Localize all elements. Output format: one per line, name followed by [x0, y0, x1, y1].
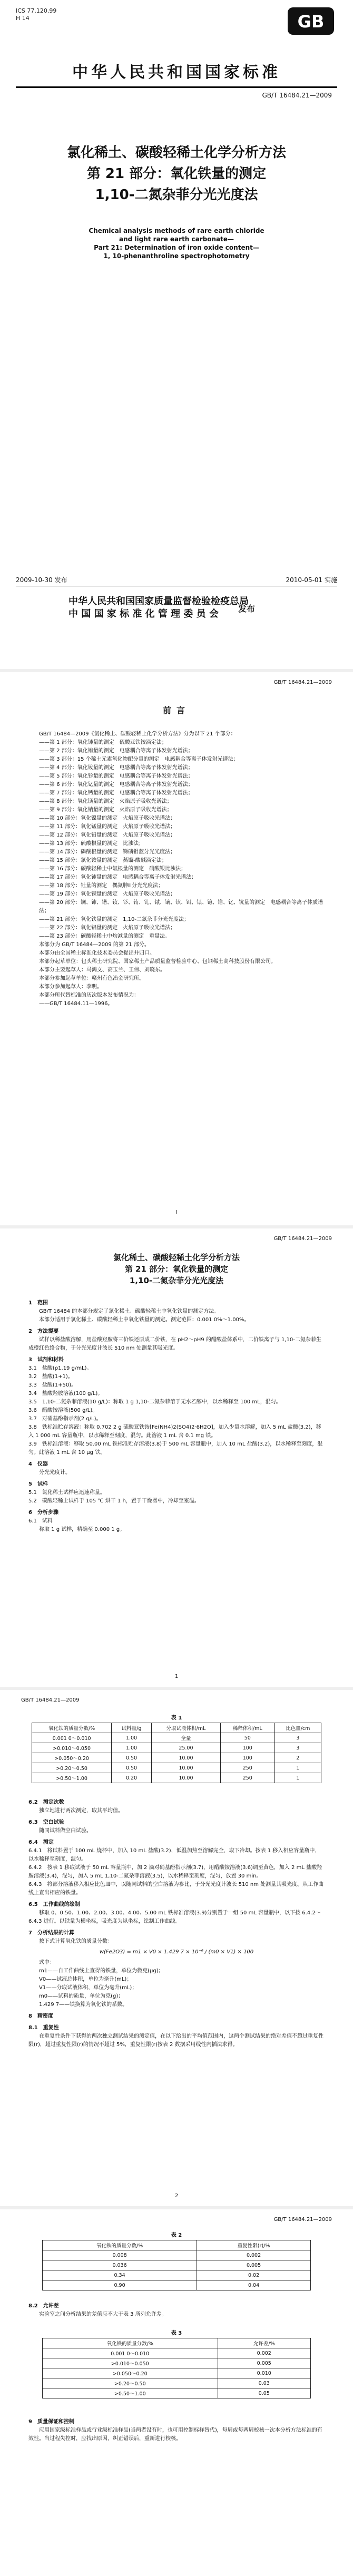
section-text: 3.1 盐酸(ρ1.19 g/mL)。 [28, 1365, 92, 1371]
section-text: 在重复性条件下获得的两次独立测试结果的测定值，在以下给出的平均值范围内，这两个测试结果的绝对差值不超过重复性限(r)，超过重复性限(r)的情况不超过 5%，重复性限(r)按表 2 数据采用线性内插法求得。 [28, 2033, 323, 2048]
foreword-note: 本部分所代替标准的历次版本发布情况为： [39, 992, 139, 998]
part-item: ——第 12 部分：氧化铅量的测定 火焰原子吸收光谱法； [39, 832, 176, 838]
table-row: >0.20～0.50 0.50 10.00 250 1 [32, 1763, 321, 1773]
running-head: GB/T 16484.21—2009 [21, 1697, 80, 1703]
table-row: >0.010～0.050 1.00 25.00 100 3 [32, 1743, 321, 1753]
table-row: 0.90 0.04 [43, 2280, 311, 2290]
table-row: 0.001 0～0.010 1.00 全量 50 3 [32, 1733, 321, 1743]
table-header: 分取试液体积/mL [151, 1723, 220, 1733]
running-head: GB/T 16484.21—2009 [273, 1236, 332, 1242]
section-heading: 5 试样 [28, 1481, 48, 1487]
part-item: ——第 15 部分：氯化铵量的测定 蒸馏-酸碱滴定法； [39, 858, 167, 863]
section-text: 独立地进行两次测定，取其平均值。 [39, 1808, 123, 1814]
standard-number: GB/T 16484.21—2009 [262, 92, 332, 99]
section-text: 3.8 铁标准贮存溶液：称取 0.702 2 g 硫酸亚铁铵[Fe(NH4)2(SO4)2·6H2O]，加入少量水溶解，加入 5 mL 盐酸(3.2)，移入 1 000 mL 容量瓶中，以水稀释至刻度，混匀。此溶液 1 mL 含 0.1 mg 铁。 [28, 1424, 321, 1439]
table-2 [42, 2240, 311, 2290]
issuing-authorities: 中华人民共和国国家质量监督检验检疫总局 中 国 国 家 标 准 化 管 理 委 员 会 [68, 596, 249, 620]
table-row: 0.34 0.02 [43, 2270, 311, 2280]
table-header: 稀释体积/mL [220, 1723, 274, 1733]
table-2-caption: 表 2 [171, 2233, 182, 2238]
part-item: ——第 23 部分：碳酸轻稀土中灼减量的测定 重量法。 [39, 933, 171, 939]
table-row: >0.20～0.50 0.03 [43, 2378, 311, 2388]
section-text: 3.4 盐酸羟胺溶液(100 g/L)。 [28, 1391, 103, 1397]
section-heading: 2 方法提要 [28, 1329, 58, 1334]
table-1-caption: 表 1 [171, 1715, 182, 1721]
table-header-row: 氧化铁的质量分数/% 允许差/% [43, 2338, 311, 2348]
section-text: 应用国家级标准样品或行业级标准样品(当两者没有时，也可用控制标样替代)，每周或每两周校核一次本分析方法标准的有效性。当过程失控时，应找出原因，纠正错误后，重新进行校核。 [28, 2427, 322, 2442]
gb-logo [288, 7, 334, 35]
part-item: ——第 20 部分：镧、铈、镨、钕、钐、铕、钆、铽、镝、钬、铒、铥、镱、镥、钇、钪量的测定 电感耦合等离子体质谱法； [39, 900, 323, 914]
running-head: GB/T 16484.21—2009 [273, 680, 332, 685]
page-number: Ⅰ [175, 1210, 178, 1215]
table-header-row [32, 1723, 321, 1733]
section-text: 5.1 氯化稀土试样应迅速称量。 [28, 1490, 105, 1496]
part-item: ——第 22 部分：氧化铝量的测定 火焰原子吸收光谱法； [39, 925, 176, 931]
table-row: >0.50～1.00 0.20 10.00 250 1 [32, 1773, 321, 1783]
section-text: 3.9 铁标准溶液：移取 50.00 mL 铁标准贮存溶液(3.8)于 500 mL 容量瓶中，加入 10 mL 盐酸(3.2)，以水稀释至刻度，混匀。此溶液 1 mL 含 10 μg 铁。 [28, 1441, 323, 1456]
section-text: 3.6 醋酸铵溶液(500 g/L)。 [28, 1408, 98, 1413]
method-page [0, 1228, 353, 1687]
section-heading: 8 精密度 [28, 2013, 53, 2019]
table-row: >0.50～1.00 0.05 [43, 2388, 311, 2398]
part-item: ——第 11 部分：氧化锰量的测定 火焰原子吸收光谱法； [39, 824, 176, 830]
document-title: 氯化稀土、碳酸轻稀土化学分析方法 第 21 部分：氧化铁量的测定 1,10-二氮杂菲分光光度法 [66, 145, 286, 203]
foreword-note: 本部分参加起草单位：赣州有色冶金研究所。 [39, 976, 144, 981]
section-heading: 9 质量保证和控制 [28, 2419, 74, 2425]
section-text: 试样以稀盐酸溶解，用盐酸羟胺将三价铁还原成二价铁，在 pH2～pH9 的醋酸盐体系中，二价铁离子与 1,10-二氮杂菲生成橙红色络合物，于分光光度计波长 510 nm 处测量其吸光度。 [28, 1337, 321, 1351]
ics-code: ICS 77.120.99 H 14 [16, 7, 57, 22]
table-3-caption: 表 3 [171, 2331, 182, 2336]
section-text: 3.5 1,10-二氮杂菲溶液(10 g/L)：称取 1 g 1,10-二氮杂菲溶于无水乙醇中，以水稀释至 100 mL，混匀。 [28, 1399, 281, 1405]
section-text: GB/T 16484 的本部分规定了氯化稀土、碳酸轻稀土中氧化铁量的测定方法。 [39, 1309, 220, 1314]
national-standard-heading: 中华人民共和国国家标准 [72, 63, 281, 82]
table-3 [42, 2338, 311, 2398]
table-1 [32, 1723, 321, 1783]
section-heading: 6.2 测定次数 [28, 1800, 64, 1805]
table-row: >0.050～0.20 0.50 10.00 100 2 [32, 1753, 321, 1763]
section-text: 称取 1 g 试样，精确至 0.000 1 g。 [39, 1527, 125, 1532]
cover-rule-top [16, 86, 337, 88]
section-text: 6.1 试料 [28, 1518, 53, 1524]
svg-text:GB: GB [297, 12, 325, 32]
part-item: ——第 3 部分：15 个稀土元素氧化物配分量的测定 电感耦合等离子体发射光谱法； [39, 756, 239, 762]
part-item: ——第 1 部分：氧化铈量的测定 硫酸亚铁铵滴定法； [39, 740, 167, 745]
section-text: 6.4.2 按表 1 移取试液于 50 mL 容量瓶中，加 2 滴对硝基酚指示剂(3.7)，用醋酸铵溶液(3.6)调至黄色，加入 2 mL 盐酸羟胺溶液(3.4)，混匀，加入 5 mL 1,10-二氮杂菲溶液(3.5)，以水稀释至刻度，混匀，放置 30 min。 [28, 1865, 322, 1879]
part-item: ——第 16 部分：碳酸轻稀土中氯根量的测定 硝酸银比浊法； [39, 866, 187, 872]
formula-var: m0——试料的质量，单位为克(g)； [39, 1993, 124, 1999]
cover-page [0, 0, 353, 669]
section-text: 分光光度计。 [39, 1470, 71, 1476]
foreword-note: 本部分起草单位：包头稀土研究院、国家稀土产品质量监督检验中心、包钢稀土高科技股份有限公司。 [39, 959, 276, 965]
section-text: 3.2 盐酸(1+1)。 [28, 1374, 73, 1380]
part-item: ——第 10 部分：氧化镍量的测定 火焰原子吸收光谱法； [39, 815, 176, 821]
table-header: 氧化铁的质量分数/% [32, 1723, 112, 1733]
section-heading: 6.3 空白试验 [28, 1820, 64, 1825]
method-title: 氯化稀土、碳酸轻稀土化学分析方法 第 21 部分：氧化铁量的测定 1,10-二氮杂菲分光光度法 [113, 1253, 240, 1285]
part-item: ——第 9 部分：氧化钠量的测定 火焰原子吸收光谱法； [39, 807, 172, 813]
table-row: >0.050～0.20 0.010 [43, 2368, 311, 2378]
page-number: 1 [174, 1674, 179, 1679]
part-item: ——第 5 部分：氧化钐量的测定 电感耦合等离子体发射光谱法； [39, 773, 193, 779]
part-item: ——第 8 部分：氧化镁量的测定 火焰原子吸收光谱法； [39, 799, 172, 804]
foreword-note: ——GB/T 16484.11—1996。 [39, 1001, 113, 1007]
part-item: ——第 14 部分：磷酸根量的测定 锑磷钼蓝分光光度法； [39, 849, 176, 855]
foreword-page [0, 672, 353, 1225]
running-head: GB/T 16484.21—2009 [273, 2217, 332, 2223]
section-text: 5.2 碳酸轻稀土试样于 105 ℃ 烘干 1 h，置于干燥器中，冷却至室温。 [28, 1498, 200, 1504]
foreword-heading: 前言 [162, 705, 190, 715]
part-item: ——第 6 部分：氧化钇量的测定 电感耦合等离子体发射光谱法； [39, 782, 193, 788]
foreword-note: 本部分主要起草人：马鸿文、高玉兰、王伟、刘晓东。 [39, 967, 165, 973]
part-item: ——第 19 部分：氧化钡量的测定 火焰原子吸收光谱法； [39, 891, 176, 897]
precision-body [28, 2299, 325, 2319]
table-header: 比色皿/cm [274, 1723, 321, 1733]
table-row: 0.001 0～0.010 0.002 [43, 2348, 311, 2358]
foreword-note: 本部分参加起草人：李明。 [39, 984, 102, 990]
section-heading: 6.4 测定 [28, 1840, 54, 1845]
section-text: 移取 0、0.50、1.00、2.00、3.00、4.00、5.00 mL 铁标准溶液(3.9)分别置于一组 50 mL 容量瓶中，以下按 6.4.2～6.4.3 进行。以铁量为横坐标，吸光度为纵坐标，绘制工作曲线。 [28, 1910, 321, 1924]
section-heading: 4 仪器 [28, 1461, 48, 1467]
issue-date: 2009-10-30 发布 [16, 576, 67, 584]
foreword-body [28, 730, 325, 1008]
procedure-body [28, 1795, 325, 2049]
table-row: >0.010～0.050 0.005 [43, 2358, 311, 2368]
table-header: 试料量/g [112, 1723, 152, 1733]
foreword-intro: GB/T 16484—2009《氯化稀土、碳酸轻稀土化学分析方法》分为以下 21 个部分： [39, 731, 236, 737]
table-row: 0.008 0.002 [43, 2250, 311, 2260]
section-text: 按下式计算氧化铁的质量分数： [39, 1939, 113, 1944]
section-text: 6.4.3 将部分溶液移入相应比色皿中，以随同试料的空白溶液为参比，于分光光度计波长 510 nm 处测量其吸光度。从工作曲线上查出相应的铁量。 [28, 1882, 324, 1896]
section-heading: 3 试剂和材料 [28, 1357, 64, 1363]
section-heading: 8.1 重复性 [28, 2025, 59, 2031]
formula-var: m1——自工作曲线上查得的铁量，单位为微克(μg)； [39, 1968, 164, 1974]
procedure-page [0, 1690, 353, 2206]
section-text: 本部分适用于氯化稀土、碳酸轻稀土中氧化铁量的测定。测定范围：0.001 0%～1.00%。 [39, 1317, 250, 1323]
part-item: ——第 7 部分：氧化钙量的测定 电感耦合等离子体发射光谱法； [39, 790, 193, 796]
issue-label: 发布 [238, 604, 256, 614]
part-item: ——第 13 部分：硫酸根量的测定 比浊法； [39, 841, 144, 847]
part-item: ——第 17 部分：氧化铈量的测定 电感耦合等离子体发射光谱法； [39, 874, 197, 880]
formula-var: 1.429 7——铁换算为氧化铁的系数。 [39, 2002, 128, 2008]
section-heading: 6.5 工作曲线的绘制 [28, 1902, 80, 1908]
section-text: 3.7 对硝基酚指示剂(2 g/L)。 [28, 1416, 102, 1422]
calculation-formula: w(Fe2O3) = m1 × V0 × 1.429 7 × 10⁻⁶ / (m0 × V1) × 100 [99, 1949, 254, 1955]
english-title: Chemical analysis methods of rare earth chloride and light rare earth carbonate— Part 21: Determination of iron oxide content— 1, 10-phenanthroline spectrophotometry [89, 227, 264, 260]
section-heading: 1 范围 [28, 1300, 48, 1306]
method-body [28, 1296, 325, 1534]
section-heading: 8.2 允许差 [28, 2303, 59, 2309]
section-text: 6.4.1 将试料置于 100 mL 烧杯中，加入 10 mL 盐酸(3.2)，低温加热至溶解完全，取下冷却。按表 1 移入相应容量瓶中，以水稀释至刻度，混匀。 [28, 1848, 320, 1862]
foreword-note: 本部分由全国稀土标准化技术委员会提出并归口。 [39, 950, 155, 956]
implementation-date: 2010-05-01 实施 [286, 576, 337, 584]
table-header-row: 氧化铁的质量分数/% 重复性限(r)/% [43, 2240, 311, 2250]
part-item: ——第 18 部分：钍量的测定 偶氮胂Ⅲ分光光度法； [39, 883, 163, 889]
precision-page [0, 2209, 353, 2576]
formula-var: V1——分取试液体积，单位为毫升(mL)； [39, 1985, 138, 1991]
part-item: ——第 2 部分：氧化铕量的测定 电感耦合等离子体发射光谱法； [39, 748, 193, 754]
formula-var: V0——试液总体积，单位为毫升(mL)； [39, 1977, 132, 1982]
part-item: ——第 21 部分：氧化铁量的测定 1,10-二氮杂菲分光光度法； [39, 917, 189, 922]
section-text: 实验室之间分析结果的差值应不大于表 3 所列允许差。 [39, 2312, 167, 2317]
foreword-note: 本部分为 GB/T 16484—2009 的第 21 部分。 [39, 942, 150, 948]
section-text: 随同试料做空白试验。 [39, 1828, 92, 1834]
part-item: ——第 4 部分：氧化钕量的测定 电感耦合等离子体发射光谱法； [39, 765, 193, 771]
page-number: 2 [174, 2193, 179, 2199]
table-row: 0.036 0.005 [43, 2260, 311, 2270]
section-heading: 6 分析步骤 [28, 1510, 58, 1516]
quality-section [28, 2415, 325, 2443]
section-text: 3.3 盐酸(1+50)。 [28, 1382, 77, 1388]
formula-var: 式中： [39, 1960, 55, 1965]
section-heading: 7 分析结果的计算 [28, 1930, 74, 1936]
